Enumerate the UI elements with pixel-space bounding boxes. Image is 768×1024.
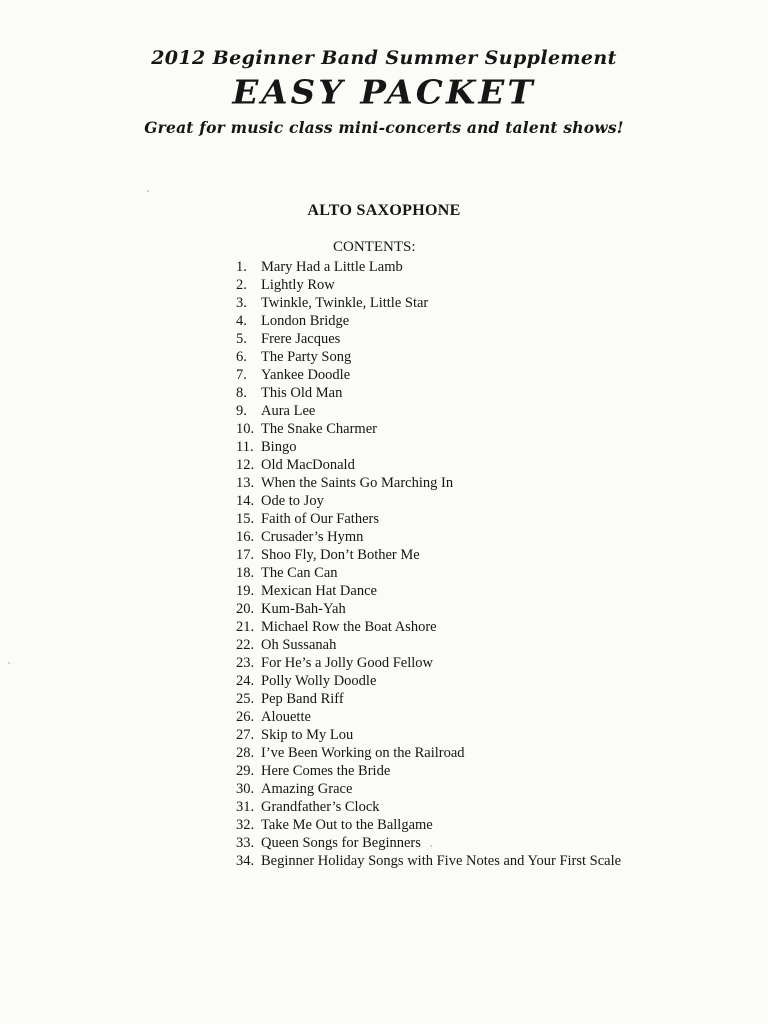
contents-item-number: 32. (236, 817, 255, 833)
contents-item-title: Old MacDonald (261, 457, 355, 473)
contents-item-title: Lightly Row (261, 277, 335, 293)
contents-label: CONTENTS: (333, 239, 416, 255)
contents-item (236, 744, 621, 762)
contents-item-number: 3. (236, 295, 247, 311)
packet-title: EASY PACKET (232, 74, 536, 112)
contents-item-title: I’ve Been Working on the Railroad (261, 745, 465, 761)
contents-item-title: Polly Wolly Doodle (261, 673, 377, 689)
contents-item-number: 11. (236, 439, 254, 455)
contents-item-title: Oh Sussanah (261, 637, 337, 653)
contents-item (236, 582, 621, 600)
contents-item-number: 28. (236, 745, 255, 761)
contents-item-number: 1. (236, 259, 247, 275)
contents-item (236, 438, 621, 456)
contents-item-title: Alouette (261, 709, 311, 725)
contents-item (236, 834, 621, 852)
contents-item (236, 528, 621, 546)
contents-item (236, 546, 621, 564)
contents-item (236, 618, 621, 636)
contents-item-title: Amazing Grace (261, 781, 353, 797)
contents-item (236, 564, 621, 582)
contents-item (236, 402, 621, 420)
contents-item-number: 10. (236, 421, 255, 437)
contents-item-title: Crusader’s Hymn (261, 529, 364, 545)
contents-item-number: 31. (236, 799, 255, 815)
contents-item-title: Ode to Joy (261, 493, 324, 509)
contents-item-title: Take Me Out to the Ballgame (261, 817, 433, 833)
contents-item (236, 672, 621, 690)
contents-item-number: 5. (236, 331, 247, 347)
contents-item-title: Bingo (261, 439, 297, 455)
contents-item-title: This Old Man (261, 385, 343, 401)
contents-item-title: Yankee Doodle (261, 367, 351, 383)
contents-item (236, 474, 621, 492)
contents-item-title: Shoo Fly, Don’t Bother Me (261, 547, 420, 563)
contents-item-number: 25. (236, 691, 255, 707)
contents-item-number: 19. (236, 583, 255, 599)
contents-item-title: Skip to My Lou (261, 727, 354, 743)
contents-item (236, 420, 621, 438)
contents-item-title: Michael Row the Boat Ashore (261, 619, 437, 635)
contents-item (236, 780, 621, 798)
contents-item-title: Pep Band Riff (261, 691, 344, 707)
contents-item (236, 294, 621, 312)
packet-tagline: Great for music class mini-concerts and talent shows! (144, 118, 624, 137)
contents-item (236, 384, 621, 402)
contents-item-number: 7. (236, 367, 247, 383)
contents-item-title: The Can Can (261, 565, 338, 581)
contents-item (236, 654, 621, 672)
contents-item-number: 23. (236, 655, 255, 671)
contents-item-number: 26. (236, 709, 255, 725)
contents-item (236, 726, 621, 744)
contents-item-title: Grandfather’s Clock (261, 799, 380, 815)
contents-item-number: 29. (236, 763, 255, 779)
contents-item-title: Aura Lee (261, 403, 316, 419)
contents-item (236, 456, 621, 474)
instrument-heading: ALTO SAXOPHONE (307, 202, 461, 219)
contents-item-number: 22. (236, 637, 255, 653)
contents-item-title: Frere Jacques (261, 331, 341, 347)
contents-item (236, 348, 621, 366)
contents-item-title: Mexican Hat Dance (261, 583, 377, 599)
contents-item-number: 16. (236, 529, 255, 545)
contents-item-title: When the Saints Go Marching In (261, 475, 454, 491)
contents-item (236, 852, 621, 870)
contents-item-number: 12. (236, 457, 255, 473)
contents-item-title: Twinkle, Twinkle, Little Star (261, 295, 429, 311)
contents-item-number: 18. (236, 565, 255, 581)
contents-item-number: 33. (236, 835, 255, 851)
contents-item-number: 8. (236, 385, 247, 401)
contents-item-title: Beginner Holiday Songs with Five Notes and Your First Scale (261, 853, 622, 869)
contents-item-number: 30. (236, 781, 255, 797)
contents-item (236, 312, 621, 330)
contents-list (236, 258, 621, 870)
contents-item-number: 24. (236, 673, 255, 689)
contents-item-number: 34. (236, 853, 255, 869)
contents-item (236, 708, 621, 726)
contents-item (236, 258, 621, 276)
contents-item-title: The Party Song (261, 349, 352, 365)
contents-item-number: 17. (236, 547, 255, 563)
contents-item (236, 636, 621, 654)
contents-item-title: For He’s a Jolly Good Fellow (261, 655, 433, 671)
contents-item-title: Mary Had a Little Lamb (261, 259, 403, 275)
contents-item-number: 4. (236, 313, 247, 329)
contents-item-number: 9. (236, 403, 247, 419)
contents-item-number: 15. (236, 511, 255, 527)
contents-item (236, 762, 621, 780)
contents-item-title: Queen Songs for Beginners (261, 835, 421, 851)
contents-item-title: Faith of Our Fathers (261, 511, 379, 527)
contents-item (236, 366, 621, 384)
contents-item-title: London Bridge (261, 313, 350, 329)
scan-speck (8, 662, 10, 664)
packet-year-title: 2012 Beginner Band Summer Supplement (151, 47, 617, 69)
contents-item-title: Here Comes the Bride (261, 763, 391, 779)
scan-speck (147, 190, 149, 192)
contents-item-title: The Snake Charmer (261, 421, 377, 437)
contents-item-number: 14. (236, 493, 255, 509)
contents-item (236, 816, 621, 834)
contents-item-number: 20. (236, 601, 255, 617)
contents-item-number: 21. (236, 619, 255, 635)
contents-item (236, 276, 621, 294)
contents-item (236, 690, 621, 708)
contents-item (236, 330, 621, 348)
contents-item-number: 13. (236, 475, 255, 491)
contents-item (236, 492, 621, 510)
contents-item (236, 798, 621, 816)
contents-item-title: Kum-Bah-Yah (261, 601, 346, 617)
contents-item (236, 600, 621, 618)
contents-item (236, 510, 621, 528)
contents-item-number: 2. (236, 277, 247, 293)
contents-item-number: 27. (236, 727, 255, 743)
contents-item-number: 6. (236, 349, 247, 365)
